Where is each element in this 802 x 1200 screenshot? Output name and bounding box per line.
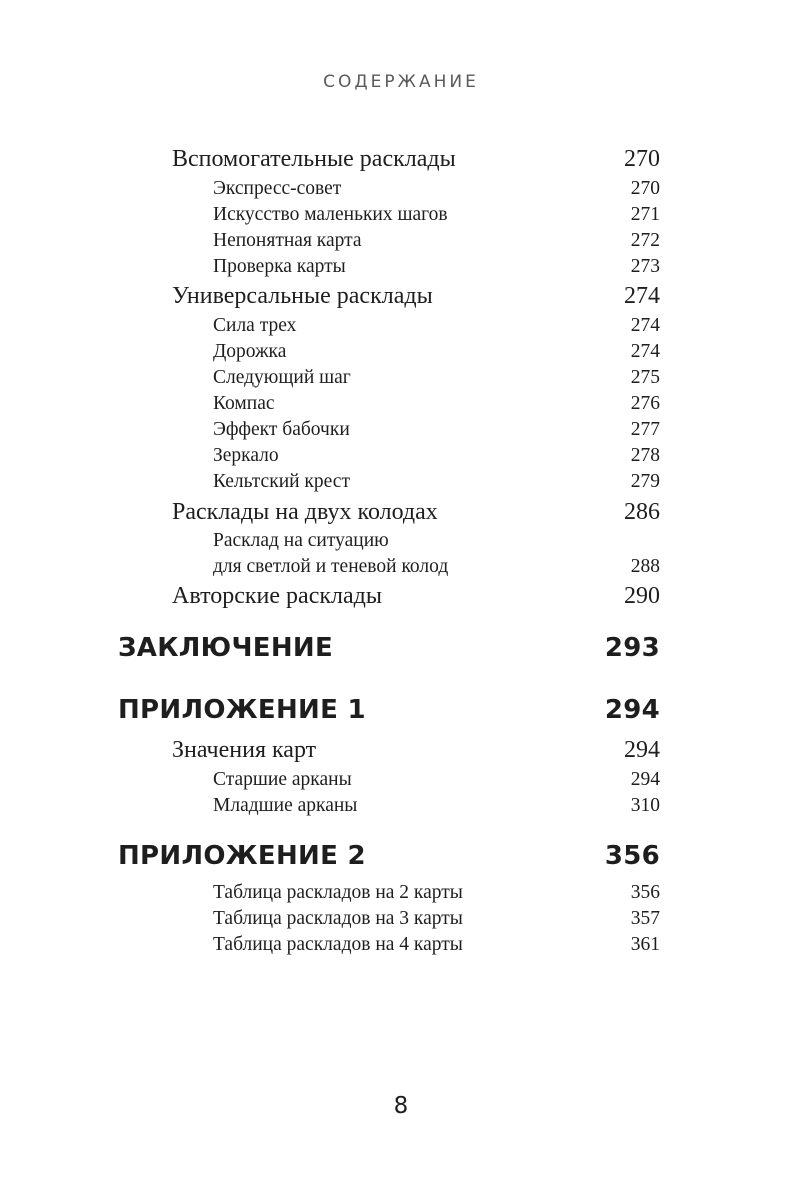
toc-section[interactable] — [172, 283, 660, 310]
toc-chapter[interactable] — [118, 841, 660, 871]
toc-page: 293 — [604, 633, 660, 663]
toc-page: 270 — [624, 146, 660, 172]
toc-title: Экспресс-совет — [213, 178, 342, 199]
toc-item[interactable] — [213, 908, 660, 930]
toc-item[interactable] — [213, 204, 660, 226]
toc-title: ПРИЛОЖЕНИЕ 1 — [118, 695, 366, 725]
toc-chapter[interactable] — [118, 695, 660, 725]
toc-page: 273 — [630, 256, 660, 277]
toc-page: 274 — [624, 283, 660, 309]
toc-title: Старшие арканы — [213, 769, 352, 790]
toc-title: Универсальные расклады — [172, 283, 433, 309]
toc-title: Расклады на двух колодах — [172, 499, 438, 525]
toc-page: 271 — [630, 204, 660, 225]
toc-item[interactable] — [213, 795, 660, 817]
toc-title: Искусство маленьких шагов — [213, 204, 448, 225]
toc-page: 274 — [630, 341, 660, 362]
toc-item[interactable] — [213, 230, 660, 252]
toc-page: 277 — [630, 419, 660, 440]
toc-title: Авторские расклады — [172, 583, 382, 609]
toc-page: 294 — [624, 737, 660, 763]
toc-page: 286 — [624, 499, 660, 525]
toc-page: 274 — [630, 315, 660, 336]
toc-item[interactable] — [213, 769, 660, 791]
toc-item[interactable] — [213, 934, 660, 956]
toc-title: Таблица раскладов на 4 карты — [213, 934, 463, 955]
toc-item[interactable] — [213, 445, 660, 467]
toc-page: 356 — [604, 841, 660, 871]
toc-item[interactable] — [213, 315, 660, 337]
toc-title: ЗАКЛЮЧЕНИЕ — [118, 633, 334, 663]
toc-section[interactable] — [172, 499, 660, 526]
toc-title: Сила трех — [213, 315, 297, 336]
toc-title: Таблица раскладов на 3 карты — [213, 908, 463, 929]
toc-item[interactable] — [213, 178, 660, 200]
page-number: 8 — [393, 1093, 409, 1119]
toc-chapter[interactable] — [118, 633, 660, 663]
toc-page: 290 — [624, 583, 660, 609]
toc-page: 288 — [630, 556, 660, 577]
toc-page: 310 — [630, 795, 660, 816]
toc-title: Вспомогательные расклады — [172, 146, 456, 172]
toc-item[interactable] — [213, 419, 660, 441]
toc-page: 356 — [630, 882, 660, 903]
toc-item[interactable] — [213, 367, 660, 389]
toc-title: Компас — [213, 393, 275, 414]
toc-section[interactable] — [172, 146, 660, 173]
toc-title: Младшие арканы — [213, 795, 358, 816]
toc-title: Таблица раскладов на 2 карты — [213, 882, 463, 903]
toc-title: Проверка карты — [213, 256, 346, 277]
toc-title: Эффект бабочки — [213, 419, 350, 440]
toc-page: 294 — [604, 695, 660, 725]
toc-page: 279 — [630, 471, 660, 492]
toc-item[interactable] — [213, 471, 660, 493]
toc-section[interactable] — [172, 583, 660, 610]
toc-item[interactable] — [213, 393, 660, 415]
toc-item[interactable] — [213, 256, 660, 278]
toc-title: Непонятная карта — [213, 230, 362, 251]
toc-page: 294 — [630, 769, 660, 790]
toc-page: 357 — [630, 908, 660, 929]
toc-item-line[interactable] — [213, 530, 660, 552]
toc-title: для светлой и теневой колод — [213, 556, 449, 577]
toc-page: 276 — [630, 393, 660, 414]
toc-page: 361 — [630, 934, 660, 955]
page-header: СОДЕРЖАНИЕ — [323, 72, 479, 92]
toc-page: 272 — [630, 230, 660, 251]
toc-title: ПРИЛОЖЕНИЕ 2 — [118, 841, 366, 871]
toc-item[interactable] — [213, 882, 660, 904]
toc-title: Расклад на ситуацию — [213, 530, 389, 551]
toc-item[interactable] — [213, 556, 660, 578]
toc-title: Следующий шаг — [213, 367, 351, 388]
toc-page: 270 — [630, 178, 660, 199]
toc-title: Дорожка — [213, 341, 287, 362]
toc-title: Значения карт — [172, 737, 317, 763]
toc-item[interactable] — [213, 341, 660, 363]
toc-section[interactable] — [172, 737, 660, 764]
toc-title: Кельтский крест — [213, 471, 350, 492]
toc-title: Зеркало — [213, 445, 279, 466]
toc-page: 275 — [630, 367, 660, 388]
toc-page: 278 — [630, 445, 660, 466]
